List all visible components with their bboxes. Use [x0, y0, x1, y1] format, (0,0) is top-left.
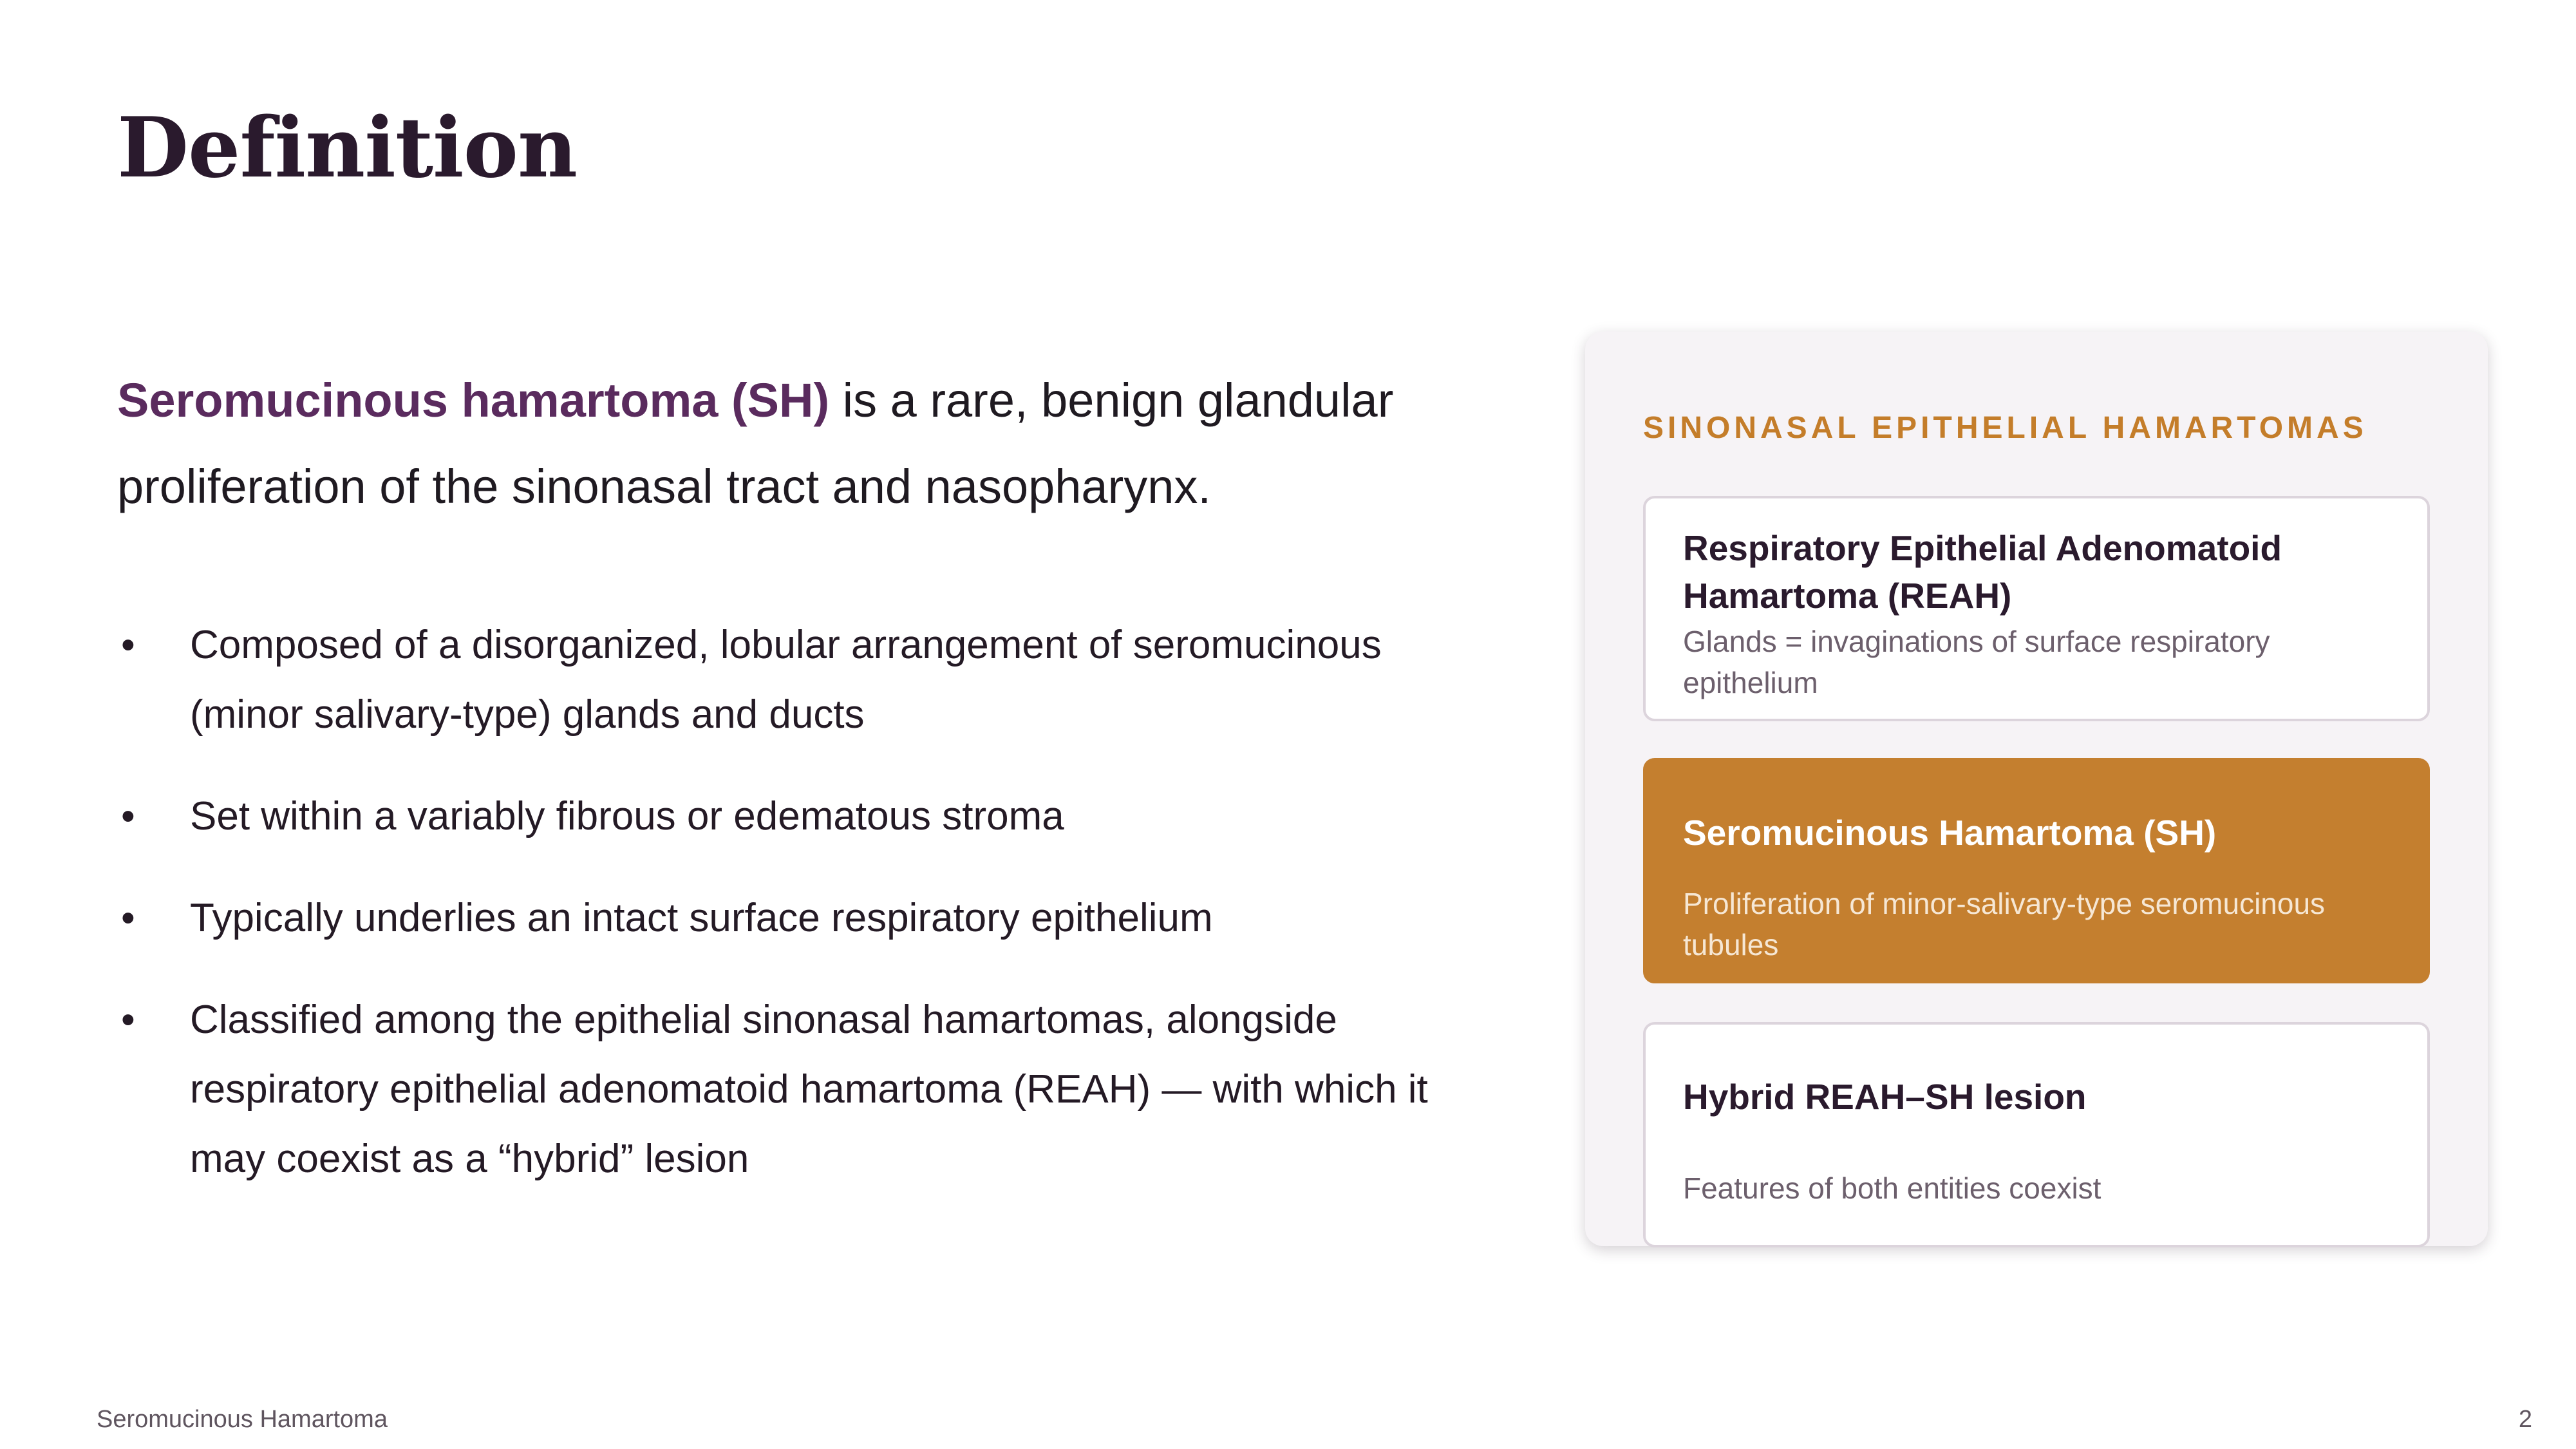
card-hybrid: [1643, 1022, 2430, 1247]
bullet-text: Typically underlies an intact surface respiratory epithelium: [190, 896, 1213, 940]
card-sh-highlighted: [1643, 758, 2430, 983]
card-title: Respiratory Epithelial Adenomatoid Hamartoma (REAH): [1683, 528, 2282, 616]
bullet-text: Set within a variably fibrous or edematous stroma: [190, 794, 1064, 838]
hamartoma-panel: [1585, 332, 2488, 1246]
lead-term: Seromucinous hamartoma (SH): [117, 374, 830, 427]
bullet-item: [117, 985, 1501, 1194]
bullet-marker: •: [121, 998, 135, 1042]
bullet-item: [117, 611, 1501, 750]
slide-title: Definition: [117, 100, 577, 196]
card-description: Proliferation of minor-salivary-type seromucinous tubules: [1683, 887, 2326, 961]
bullet-text: Classified among the epithelial sinonasal hamartomas, alongside respiratory epithelial adenomatoid hamartoma (REAH) — with which it may coexist as a “hybrid” lesion: [190, 998, 1428, 1181]
bullet-marker: •: [121, 794, 135, 838]
bullet-item: [117, 782, 1501, 851]
footer-deck-title: Seromucinous Hamartoma: [97, 1406, 388, 1433]
card-title: Hybrid REAH–SH lesion: [1683, 1077, 2087, 1117]
lead-paragraph: [117, 357, 1501, 530]
bullet-item: [117, 884, 1501, 953]
card-title: Seromucinous Hamartoma (SH): [1683, 813, 2217, 853]
bullet-marker: •: [121, 896, 135, 940]
card-reah: [1643, 496, 2430, 721]
card-description: Glands = invaginations of surface respiratory epithelium: [1683, 625, 2270, 699]
lead-text: is a rare, benign glandular proliferation of the sinonasal tract and nasopharynx.: [117, 374, 1394, 513]
panel-heading: SINONASAL EPITHELIAL HAMARTOMAS: [1643, 411, 2367, 445]
bullet-marker: •: [121, 623, 135, 667]
card-description: Features of both entities coexist: [1683, 1171, 2101, 1205]
bullet-list: [117, 611, 1501, 1226]
bullet-text: Composed of a disorganized, lobular arrangement of seromucinous (minor salivary-type) glands and ducts: [190, 623, 1382, 737]
page-number: 2: [2518, 1406, 2532, 1433]
